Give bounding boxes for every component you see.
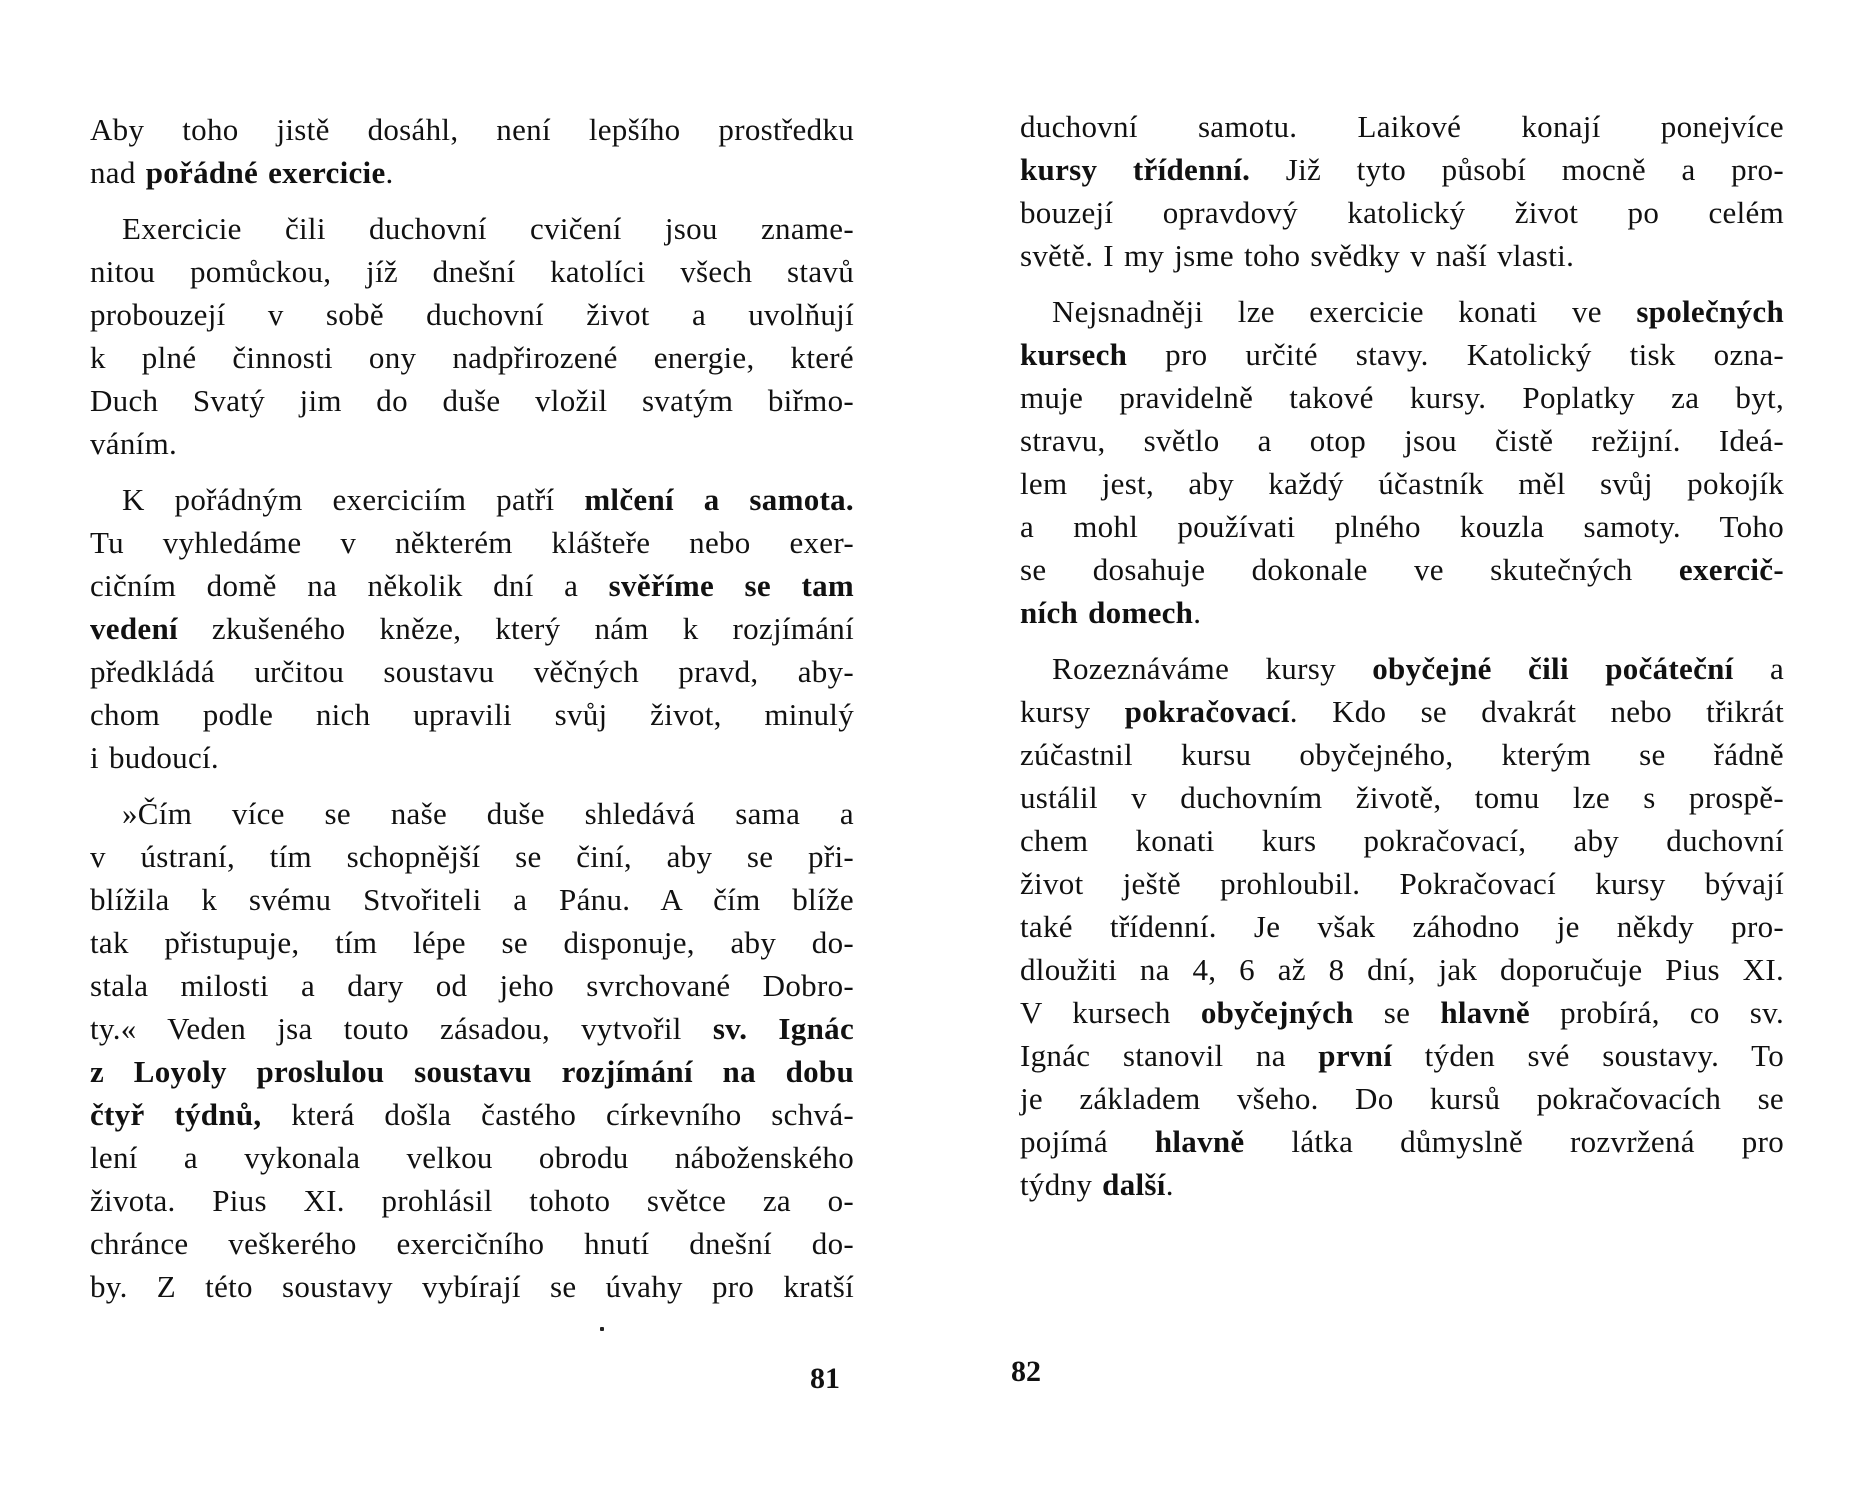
- body-text: ustálil v duchovním životě, tomu lze s prospě-: [1020, 780, 1784, 815]
- text-line: [90, 1179, 854, 1222]
- text-line: [1020, 505, 1784, 548]
- body-text: K pořádným exerciciím patří: [122, 482, 585, 517]
- paragraph: [90, 792, 854, 1308]
- text-line: [1020, 376, 1784, 419]
- text-line: [90, 422, 854, 465]
- body-text: Již tyto působí mocně a pro-: [1250, 152, 1784, 187]
- body-text: lem jest, aby každý účastník měl svůj pokojík: [1020, 466, 1784, 501]
- text-line: [1020, 905, 1784, 948]
- text-line: [90, 1007, 854, 1050]
- bold-text: hlavně: [1440, 995, 1530, 1030]
- body-text: probouzejí v sobě duchovní život a uvolňují: [90, 297, 854, 332]
- body-text: Aby toho jistě dosáhl, není lepšího prostředku: [90, 112, 854, 147]
- left-page-text-column: [90, 108, 854, 1321]
- body-text: dloužiti na 4, 6 až 8 dní, jak doporučuje Pius XI.: [1020, 952, 1784, 987]
- text-line: [1020, 591, 1784, 634]
- text-line: [1020, 1163, 1784, 1206]
- body-text: ty.« Veden jsa touto zásadou, vytvořil: [90, 1011, 713, 1046]
- text-line: [90, 1265, 854, 1308]
- bold-text: mlčení a samota.: [584, 482, 854, 517]
- text-line: [1020, 991, 1784, 1034]
- bold-text: kursy třídenní.: [1020, 152, 1251, 187]
- body-text: Rozeznáváme kursy: [1052, 651, 1373, 686]
- text-line: [90, 1222, 854, 1265]
- body-text: nitou pomůckou, jíž dnešní katolíci všech stavů: [90, 254, 854, 289]
- body-text: váním.: [90, 426, 178, 461]
- body-text: a: [1733, 651, 1785, 686]
- text-line: [90, 478, 854, 521]
- body-text: kursy: [1020, 694, 1125, 729]
- text-line: [1020, 462, 1784, 505]
- text-line: [90, 921, 854, 964]
- text-line: [1020, 234, 1784, 277]
- text-line: [90, 293, 854, 336]
- paragraph: [90, 478, 854, 779]
- bold-text: pořádné exercicie: [145, 155, 386, 190]
- bold-text: pokračovací: [1124, 694, 1290, 729]
- body-text: cičním domě na několik dní a: [90, 568, 609, 603]
- body-text: blížila k svému Stvořiteli a Pánu. A čím blíže: [90, 882, 854, 917]
- text-line: [1020, 548, 1784, 591]
- text-line: [1020, 819, 1784, 862]
- body-text: .: [1193, 595, 1202, 630]
- body-text: také třídenní. Je však záhodno je někdy pro-: [1020, 909, 1784, 944]
- text-line: [90, 835, 854, 878]
- text-line: [90, 878, 854, 921]
- text-line: [1020, 290, 1784, 333]
- body-text: Nejsnadněji lze exercicie konati ve: [1052, 294, 1637, 329]
- text-line: [1020, 647, 1784, 690]
- body-text: probírá, co sv.: [1529, 995, 1785, 1030]
- body-text: V kursech: [1020, 995, 1201, 1030]
- body-text: lení a vykonala velkou obrodu náboženského: [90, 1140, 854, 1175]
- bold-text: z Loyoly proslulou soustavu rozjímání na dobu: [90, 1054, 854, 1089]
- text-line: [90, 650, 854, 693]
- paragraph: [90, 207, 854, 465]
- body-text: je základem všeho. Do kursů pokračovacích se: [1020, 1081, 1784, 1116]
- text-line: [1020, 862, 1784, 905]
- bold-text: ních domech: [1020, 595, 1194, 630]
- bold-text: vedení: [90, 611, 178, 646]
- bold-text: společných: [1636, 294, 1784, 329]
- body-text: stravu, světlo a otop jsou čistě režijní. Ideá-: [1020, 423, 1784, 458]
- page-number-left: 81: [810, 1362, 840, 1395]
- body-text: .: [1165, 1167, 1174, 1202]
- bold-text: hlavně: [1154, 1124, 1245, 1159]
- body-text: duchovní samotu. Laikové konají ponejvíce: [1020, 109, 1784, 144]
- bold-text: kursech: [1020, 337, 1128, 372]
- bold-text: obyčejných: [1200, 995, 1354, 1030]
- text-line: [1020, 105, 1784, 148]
- text-line: [1020, 419, 1784, 462]
- body-text: Exercicie čili duchovní cvičení jsou zname-: [122, 211, 854, 246]
- body-text: Ignác stanovil na: [1020, 1038, 1319, 1073]
- text-line: [1020, 776, 1784, 819]
- paragraph: [1020, 647, 1784, 1206]
- text-line: [90, 108, 854, 151]
- text-line: [90, 964, 854, 1007]
- body-text: chem konati kurs pokračovací, aby duchovní: [1020, 823, 1784, 858]
- paragraph: [1020, 290, 1784, 634]
- body-text: Duch Svatý jim do duše vložil svatým biřmo-: [90, 383, 854, 418]
- body-text: světě. I my jsme toho svědky v naší vlasti.: [1020, 238, 1575, 273]
- body-text: pojímá: [1020, 1124, 1155, 1159]
- bold-text: sv. Ignác: [712, 1011, 855, 1046]
- text-line: [90, 379, 854, 422]
- text-line: [90, 1136, 854, 1179]
- print-speck: [600, 1327, 604, 1331]
- body-text: muje pravidelně takové kursy. Poplatky za byt,: [1020, 380, 1784, 415]
- body-text: Tu vyhledáme v některém klášteře nebo exer-: [90, 525, 854, 560]
- text-line: [1020, 191, 1784, 234]
- text-line: [1020, 333, 1784, 376]
- bold-text: obyčejné čili počáteční: [1372, 651, 1734, 686]
- body-text: v ústraní, tím schopnější se činí, aby se při-: [90, 839, 854, 874]
- body-text: zkušeného kněze, který nám k rozjímání: [177, 611, 854, 646]
- body-text: k plné činnosti ony nadpřirozené energie, které: [90, 340, 854, 375]
- body-text: by. Z této soustavy vybírají se úvahy pro kratší: [90, 1269, 854, 1304]
- bold-text: exercič-: [1678, 552, 1784, 587]
- right-page: [931, 0, 1862, 1501]
- body-text: nad: [90, 155, 146, 190]
- body-text: a mohl používati plného kouzla samoty. Toho: [1020, 509, 1784, 544]
- paragraph: [90, 108, 854, 194]
- text-line: [90, 151, 854, 194]
- body-text: chránce veškerého exercičního hnutí dnešní do-: [90, 1226, 854, 1261]
- text-line: [1020, 1034, 1784, 1077]
- text-line: [90, 207, 854, 250]
- body-text: se dosahuje dokonale ve skutečných: [1020, 552, 1679, 587]
- body-text: se: [1353, 995, 1441, 1030]
- text-line: [1020, 1120, 1784, 1163]
- text-line: [90, 792, 854, 835]
- body-text: života. Pius XI. prohlásil tohoto světce za o-: [90, 1183, 854, 1218]
- body-text: i budoucí.: [90, 740, 219, 775]
- body-text: chom podle nich upravili svůj život, minulý: [90, 697, 854, 732]
- body-text: pro určité stavy. Katolický tisk ozna-: [1127, 337, 1784, 372]
- text-line: [90, 607, 854, 650]
- body-text: týden své soustavy. To: [1392, 1038, 1784, 1073]
- bold-text: další: [1102, 1167, 1166, 1202]
- body-text: . Kdo se dvakrát nebo třikrát: [1289, 694, 1784, 729]
- text-line: [90, 736, 854, 779]
- text-line: [1020, 1077, 1784, 1120]
- body-text: týdny: [1020, 1167, 1103, 1202]
- body-text: stala milosti a dary od jeho svrchované Dobro-: [90, 968, 854, 1003]
- text-line: [1020, 948, 1784, 991]
- body-text: .: [385, 155, 394, 190]
- body-text: život ještě prohloubil. Pokračovací kursy bývají: [1020, 866, 1784, 901]
- text-line: [90, 564, 854, 607]
- paragraph: [1020, 105, 1784, 277]
- body-text: zúčastnil kursu obyčejného, kterým se řádně: [1020, 737, 1784, 772]
- text-line: [90, 1050, 854, 1093]
- bold-text: čtyř týdnů,: [90, 1097, 262, 1132]
- text-line: [90, 693, 854, 736]
- text-line: [90, 336, 854, 379]
- text-line: [90, 521, 854, 564]
- right-page-text-column: [1020, 105, 1784, 1219]
- body-text: která došla častého církevního schvá-: [261, 1097, 855, 1132]
- body-text: látka důmyslně rozvržená pro: [1244, 1124, 1784, 1159]
- body-text: předkládá určitou soustavu věčných pravd, aby-: [90, 654, 854, 689]
- text-line: [1020, 148, 1784, 191]
- body-text: tak přistupuje, tím lépe se disponuje, aby do-: [90, 925, 854, 960]
- text-line: [90, 1093, 854, 1136]
- bold-text: svěříme se tam: [608, 568, 854, 603]
- body-text: »Čím více se naše duše shledává sama a: [122, 796, 854, 831]
- page-number-right: 82: [1011, 1355, 1041, 1388]
- text-line: [1020, 690, 1784, 733]
- bold-text: první: [1318, 1038, 1393, 1073]
- text-line: [90, 250, 854, 293]
- body-text: bouzejí opravdový katolický život po celém: [1020, 195, 1784, 230]
- text-line: [1020, 733, 1784, 776]
